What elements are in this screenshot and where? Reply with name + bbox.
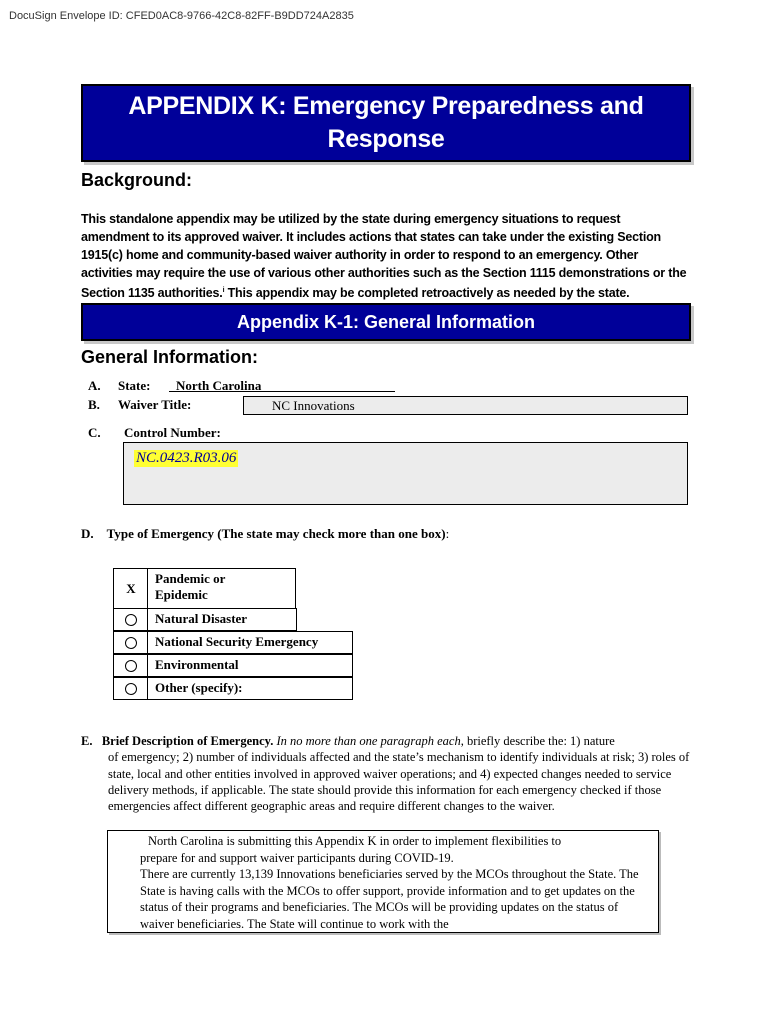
control-number-label: Control Number: [124,425,221,440]
background-heading: Background: [81,170,193,190]
appendix-title [81,84,691,162]
description-line1: North Carolina is submitting this Appendix K in order to implement flexibilities to [148,834,562,848]
control-number-field[interactable] [123,442,688,505]
brief-description-first: , briefly describe the: 1) nature [460,734,615,748]
control-number-value: NC.0423.R03.06 [136,450,237,466]
environmental-radio[interactable] [113,654,149,677]
brief-description-italic: In no more than one paragraph each [276,734,461,748]
item-a-marker: A. [88,378,101,393]
radio-icon [125,660,137,672]
other-radio[interactable] [113,677,149,700]
appendix-title-line1: APPENDIX K: Emergency Preparedness and [128,92,644,120]
pandemic-check-mark: X [126,580,136,596]
item-b-marker: B. [88,397,100,412]
pandemic-label-line1: Pandemic or [155,571,226,586]
brief-description-heading: Brief Description of Emergency. [101,734,274,748]
pandemic-checkbox[interactable] [113,568,149,609]
national-security-radio[interactable] [113,631,149,654]
section-k1-header: Appendix K-1: General Information [81,303,691,341]
natural-disaster-radio[interactable] [113,608,149,631]
brief-description-instructions [81,733,691,814]
waiver-title-label: Waiver Title: [118,397,192,412]
pandemic-label-line2: Epidemic [155,587,208,602]
brief-description-rest: of emergency; 2) number of individuals affected and the state’s mechanism to identify individuals at risk; 3) roles of state, local and other entities involved in approved waiver operations; and 4) expected changes needed to service delivery methods, if applicable. The state should provide this information for each emergency checked if those emergencies affect different geographic areas and require different changes to the waiver. [108,750,690,814]
envelope-id: DocuSign Envelope ID: CFED0AC8-9766-42C8-82FF-B9DD724A2835 [9,10,354,22]
background-text: This standalone appendix may be utilized by the state during emergency situations to request amendment to its approved waiver. It includes actions that states can take under the existing Section 1915(c) home and community-based waiver authority in order to respond to an emergency. Other activities may require the use of various other authorities such as the Section 1115 demonstrations or the Section 1135 authorities. [81,212,687,301]
waiver-title-field[interactable] [243,396,688,415]
description-line2: prepare for and support waiver participants during COVID-19. [140,850,454,865]
pandemic-label [155,571,225,603]
appendix-title-line2: Response [327,125,445,153]
background-text-end: This appendix may be completed retroactively as needed by the state. [224,286,630,301]
item-d-marker: D. [81,526,94,541]
footnote-marker: i [222,287,225,294]
item-c-marker: C. [88,425,101,440]
national-security-label: National Security Emergency [155,634,319,649]
general-info-heading: General Information: [81,347,259,367]
state-field[interactable]: North Carolina [176,378,262,393]
radio-icon [125,683,137,695]
waiver-title-value: NC Innovations [272,398,355,413]
type-of-emergency-colon: : [445,526,450,541]
background-paragraph [81,210,691,302]
radio-icon [125,637,137,649]
other-label: Other (specify): [155,680,243,695]
state-label: State: [118,378,151,393]
item-e-marker: E. [81,734,93,748]
description-line3: There are currently 13,139 Innovations beneficiaries served by the MCOs throughout the State. The State is having calls with the MCOs to offer support, provide information and to get updates on the status of their programs and beneficiaries. The MCOs will be providing updates on the status of waiver beneficiaries. The State will continue to work with the [140,867,639,931]
natural-disaster-label: Natural Disaster [155,611,248,626]
radio-icon [125,614,137,626]
type-of-emergency-label: Type of Emergency (The state may check more than one box) [106,526,446,541]
environmental-label: Environmental [155,657,239,672]
type-of-emergency-question [81,526,449,542]
brief-description-field[interactable] [107,830,659,933]
